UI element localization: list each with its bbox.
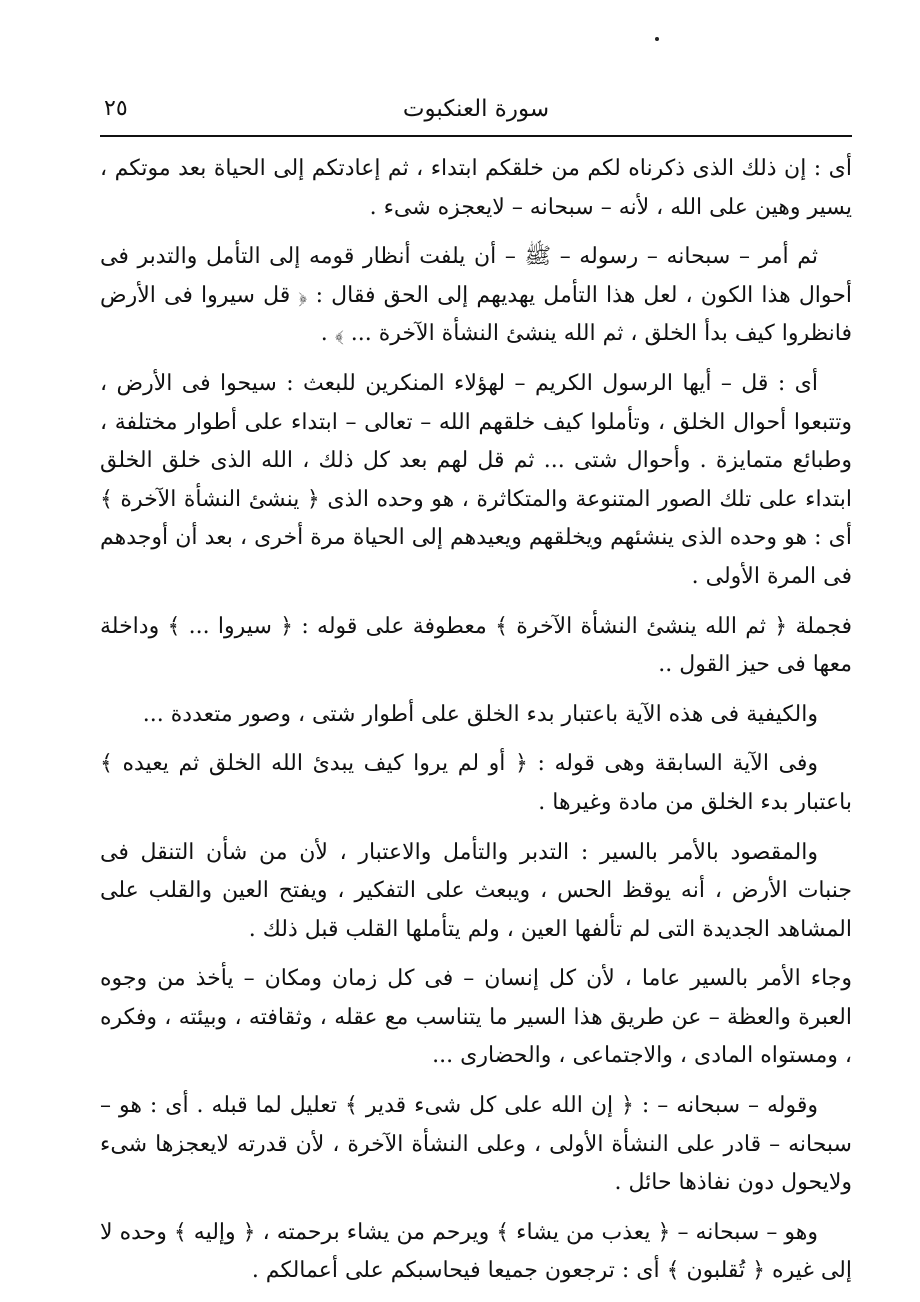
paragraph: والكيفية فى هذه الآية باعتبار بدء الخلق على أطوار شتى ، وصور متعددة ... [142,701,818,727]
paragraph: فجملة ﴿ ثم الله ينشئ النشأة الآخرة ﴾ معطوفة على قوله : ﴿ سيروا ... ﴾ وداخلة معها فى حيز القول .. [100,613,852,678]
paragraph: وجاء الأمر بالسير عاما ، لأن كل إنسان – فى كل زمان ومكان – يأخذ من وجوه العبرة والعظة – عن طريق هذا السير ما يتناسب مع عقله ، وثقافته ، وبيئته ، وفكره ، ومستواه المادى ، والاجتماعى ، والحضارى ... [100,966,852,1069]
paragraph: وفى الآية السابقة وهى قوله : ﴿ أو لم يروا كيف يبدئ الله الخلق ثم يعيده ﴾ باعتبار بدء الخلق من مادة وغيرها . [100,751,852,815]
running-title: سورة العنكبوت [402,96,550,122]
page-number: ٢٥ [104,96,128,121]
scan-speck [655,37,659,41]
header-divider [100,135,852,137]
paragraph: ثم أمر – سبحانه – رسوله – ﷺ – أن يلفت أنظار قومه إلى التأمل والتدبر فى أحوال هذا الكون ، لعل هذا التأمل يهديهم إلى الحق فقال : ﴿ قل سيروا فى الأرض فانظروا كيف بدأ الخلق ، ثم الله ينشئ النشأة الآخرة ... ﴾ . [100,244,852,347]
body-text [100,150,852,1302]
paragraph: أى : قل – أيها الرسول الكريم – لهؤلاء المنكرين للبعث : سيحوا فى الأرض ، وتتبعوا أحوال الخلق ، وتأملوا كيف خلقهم الله – تعالى – ابتداء على أطوار مختلفة ، وطبائع متمايزة . وأحوال شتى ... ثم قل لهم بعد كل ذلك ، الله الذى خلق الخلق ابتداء على تلك الصور المتنوعة والمتكاثرة ، هو وحده الذى ﴿ ينشئ النشأة الآخرة ﴾ أى : هو وحده الذى ينشئهم ويخلقهم ويعيدهم إلى الحياة مرة أخرى ، بعد أن أوجدهم فى المرة الأولى . [100,370,852,589]
paragraph: أى : إن ذلك الذى ذكرناه لكم من خلقكم ابتداء ، ثم إعادتكم إلى الحياة بعد موتكم ، يسير وهين على الله ، لأنه – سبحانه – لايعجزه شىء . [100,156,852,220]
paragraph: والمقصود بالأمر بالسير : التدبر والتأمل والاعتبار ، لأن من شأن التنقل فى جنبات الأرض ، أنه يوقظ الحس ، ويبعث على التفكير ، ويفتح العين والقلب على المشاهد الجديدة التى لم تألفها العين ، ولم يتأملها القلب قبل ذلك . [100,839,852,942]
paragraph: وهو – سبحانه – ﴿ يعذب من يشاء ﴾ ويرحم من يشاء برحمته ، ﴿ وإليه ﴾ وحده لا إلى غيره ﴿ تُقلبون ﴾ أى : ترجعون جميعا فيحاسبكم على أعمالكم . [100,1219,852,1284]
paragraph: وقوله – سبحانه – : ﴿ إن الله على كل شىء قدير ﴾ تعليل لما قبله . أى : هو – سبحانه – قادر على النشأة الأولى ، وعلى النشأة الآخرة ، لأن قدرته لايعجزها شىء ولايحول دون نفاذها حائل . [100,1093,852,1196]
page-header [100,92,852,132]
